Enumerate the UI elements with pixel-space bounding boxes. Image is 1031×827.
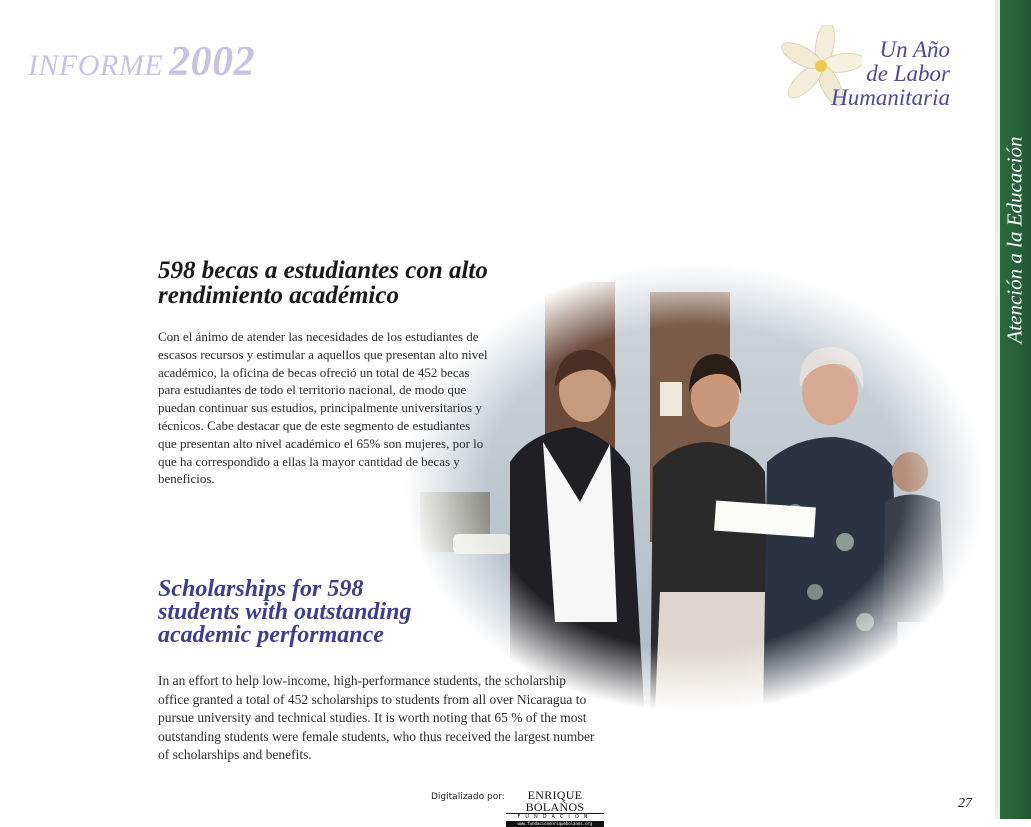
scholarship-photo (405, 262, 985, 712)
report-header (28, 38, 255, 86)
tagline-line-3: Humanitaria (831, 85, 950, 110)
foundation-logo-sub: FUNDACIÓN (506, 813, 604, 821)
spanish-heading: 598 becas a estudiantes con alto rendimiento académico (158, 257, 488, 309)
foundation-logo-name: ENRIQUE BOLAÑOS (525, 788, 585, 814)
spanish-paragraph: Con el ánimo de atender las necesidades de los estudiantes de escasos recursos y estimular a aquellos que presentan alto nivel académico, la oficina de becas ofreció un total de 452 becas para estudiantes de todo el territorio nacional, de modo que puedan continuar sus estudios, principalmente universitarios y técnicos. Cabe destacar que de este segmento de estudiantes que presentan alto nivel académico el 65% son mujeres, por lo que ha correspondido a ellas la mayor cantidad de becas y beneficios. (158, 329, 488, 487)
section-side-band (995, 0, 1031, 819)
side-band-stripe (995, 0, 1000, 819)
report-label: INFORME (28, 49, 164, 82)
english-heading: Scholarships for 598 students with outstanding academic performance (158, 576, 412, 648)
report-year: 2002 (169, 39, 256, 85)
tagline (820, 38, 950, 110)
tagline-line-2: de Labor (866, 61, 950, 86)
page-number: 27 (958, 796, 972, 811)
foundation-logo-url: www.fundacionenriquebolanos.org (506, 821, 604, 827)
foundation-logo (506, 789, 604, 827)
tagline-line-1: Un Año (879, 37, 950, 62)
english-paragraph: In an effort to help low-income, high-performance students, the scholarship office granted a total of 452 scholarships to students from all over Nicaragua to pursue university and technical studies. It is worth noting that 65 % of the most outstanding students were female students, who thus received the largest number of scholarships and benefits. (158, 673, 595, 762)
section-label: Atención a la Educación (1002, 136, 1027, 344)
digitized-credit: Digitalizado por: (431, 792, 505, 802)
